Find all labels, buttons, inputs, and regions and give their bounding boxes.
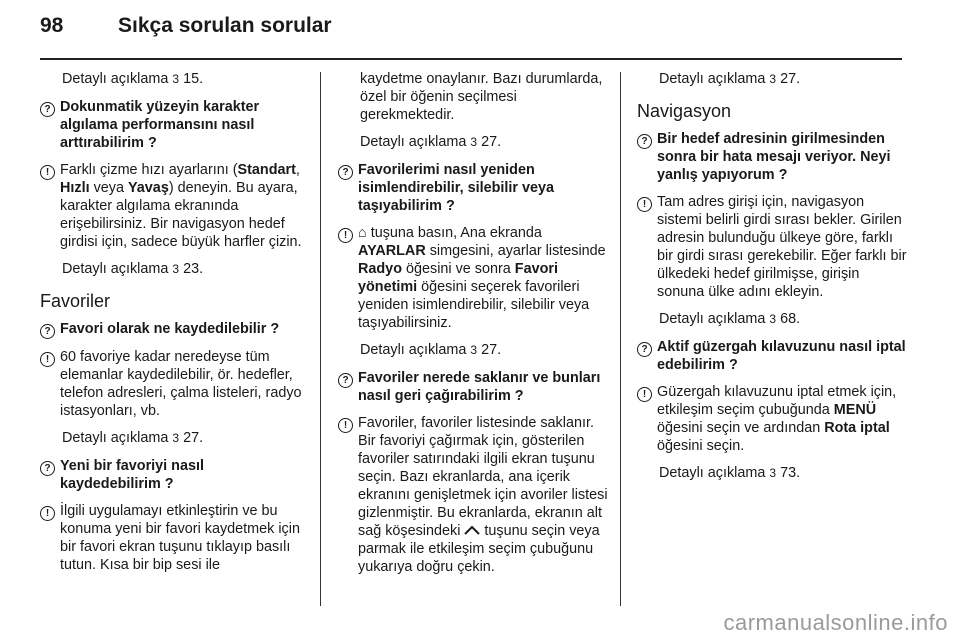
detail-ref: Detaylı açıklama 3 15. [62,71,204,87]
home-icon: ⌂ [358,225,367,241]
watermark: carmanualsonline.info [723,610,948,635]
column-divider-1 [320,72,321,606]
exclaim-icon: ! [338,418,353,433]
question-item [40,98,308,152]
exclaim-icon: ! [338,228,353,243]
page-ref-link[interactable]: 27. [183,430,204,446]
column-1 [40,70,308,583]
detail-ref: Detaylı açıklama 3 27. [360,342,502,358]
column-divider-2 [620,72,621,606]
page-ref-link[interactable]: 27. [481,342,502,358]
question-icon: ? [338,165,353,180]
ref-arrow-icon: 3 [769,312,777,326]
ref-arrow-icon: 3 [172,431,180,445]
answer-text: Tam adres girişi için, navigasyon sistemi belirli girdi sırası bekler. Girilen adresin bulunduğu ülkeye göre, farklı bir girdi sırası gerekebilir. Eğer farklı bir ülkedeki hedef girilmişse, girişin sonuna ülke adını ekleyin. [657,194,907,300]
page-ref-link[interactable]: 68. [780,311,801,327]
answer-item [40,348,308,420]
question-icon: ? [40,461,55,476]
question-icon: ? [637,134,652,149]
exclaim-icon: ! [637,197,652,212]
answer-item [338,224,610,332]
question-text: Dokunmatik yüzeyin karakter algılama performansını nasıl arttırabilirim ? [60,99,260,151]
question-text: Bir hedef adresinin girilmesinden sonra bir hata mesajı veriyor. Neyi yanlış yapıyorum ? [657,131,891,183]
page-ref-link[interactable]: 73. [780,465,801,481]
answer-item [637,383,909,455]
ref-arrow-icon: 3 [172,262,180,276]
answer-text: 60 favoriye kadar neredeyse tüm elemanlar kaydedilebilir, ör. hedefler, telefon adresleri, çalma listeleri, radyo istasyonları, vb. [60,349,302,419]
exclaim-icon: ! [40,352,55,367]
page-ref-link[interactable]: 27. [481,134,502,150]
column-3 [637,70,909,492]
detail-ref: Detaylı açıklama 3 27. [659,71,801,87]
ref-arrow-icon: 3 [470,343,478,357]
question-text: Yeni bir favoriyi nasıl kaydedebilirim ? [60,458,204,492]
ref-arrow-icon: 3 [769,72,777,86]
answer-item [637,193,909,301]
chevron-up-icon [464,522,480,540]
answer-text: ⌂ tuşuna basın, Ana ekranda AYARLAR simgesini, ayarlar listesinde Radyo öğesini ve sonra Favori yönetimi öğesini seçerek favorileri yeniden isimlendirebilir, silebilir veya taşıyabilirsiniz. [358,225,606,331]
question-icon: ? [40,102,55,117]
exclaim-icon: ! [40,165,55,180]
page-number: 98 [40,14,64,37]
answer-item [40,502,308,574]
detail-ref: Detaylı açıklama 3 23. [62,261,204,277]
page-ref-link[interactable]: 15. [183,71,204,87]
question-icon: ? [637,342,652,357]
answer-item [338,414,610,576]
exclaim-icon: ! [637,387,652,402]
answer-item [40,161,308,251]
question-item [338,161,610,215]
column-2 [338,70,610,585]
detail-ref: Detaylı açıklama 3 73. [659,465,801,481]
section-heading: Favoriler [40,291,111,311]
answer-text: İlgili uygulamayı etkinleştirin ve bu konuma yeni bir favori kaydetmek için bir favori ekran tuşunu tıklayıp basılı tutun. Kısa bir bip sesi ile [60,503,300,573]
continued-text: kaydetme onaylanır. Bazı durumlarda, özel bir öğenin seçilmesi gerekmektedir. [360,71,603,123]
detail-ref: Detaylı açıklama 3 68. [659,311,801,327]
page-header [40,14,332,50]
ref-arrow-icon: 3 [470,135,478,149]
question-item [40,457,308,493]
answer-text: Güzergah kılavuzunu iptal etmek için, etkileşim seçim çubuğunda MENÜ öğesini seçin ve ardından Rota iptal öğesini seçin. [657,384,897,454]
detail-ref: Detaylı açıklama 3 27. [62,430,204,446]
question-item [637,130,909,184]
question-text: Favorilerimi nasıl yeniden isimlendirebilir, silebilir veya taşıyabilirim ? [358,162,554,214]
page-title: Sıkça sorulan sorular [118,14,332,37]
question-item [637,338,909,374]
question-item [338,369,610,405]
ref-arrow-icon: 3 [769,466,777,480]
page-ref-link[interactable]: 27. [780,71,801,87]
detail-ref: Detaylı açıklama 3 27. [360,134,502,150]
question-text: Favori olarak ne kaydedilebilir ? [60,321,280,337]
question-item [40,320,308,339]
exclaim-icon: ! [40,506,55,521]
ref-arrow-icon: 3 [172,72,180,86]
question-text: Favoriler nerede saklanır ve bunları nasıl geri çağırabilirim ? [358,370,601,404]
header-rule [40,58,902,60]
question-text: Aktif güzergah kılavuzunu nasıl iptal edebilirim ? [657,339,906,373]
answer-text: Favoriler, favoriler listesinde saklanır. Bir favoriyi çağırmak için, gösterilen favoriler satırındaki ilgili ekran tuşunu seçin. Bazı ekranlarda, ana içerik ekranını genişletmek için avoriler listesi gizlenmiştir. Bu ekranlarda, ekranın alt sağ köşesindeki tuşunu seçin veya parmak ile etkileşim seçim çubuğunu yukarıya doğru çekin. [358,415,608,575]
section-heading: Navigasyon [637,101,732,121]
answer-text: Farklı çizme hızı ayarlarını (Standart, Hızlı veya Yavaş) deneyin. Bu ayara, karakter algılama ekranında erişebilirsiniz. Bir navigasyon hedef girdisi için, sadece büyük harfler çizin. [60,162,302,250]
page-ref-link[interactable]: 23. [183,261,204,277]
question-icon: ? [338,373,353,388]
question-icon: ? [40,324,55,339]
